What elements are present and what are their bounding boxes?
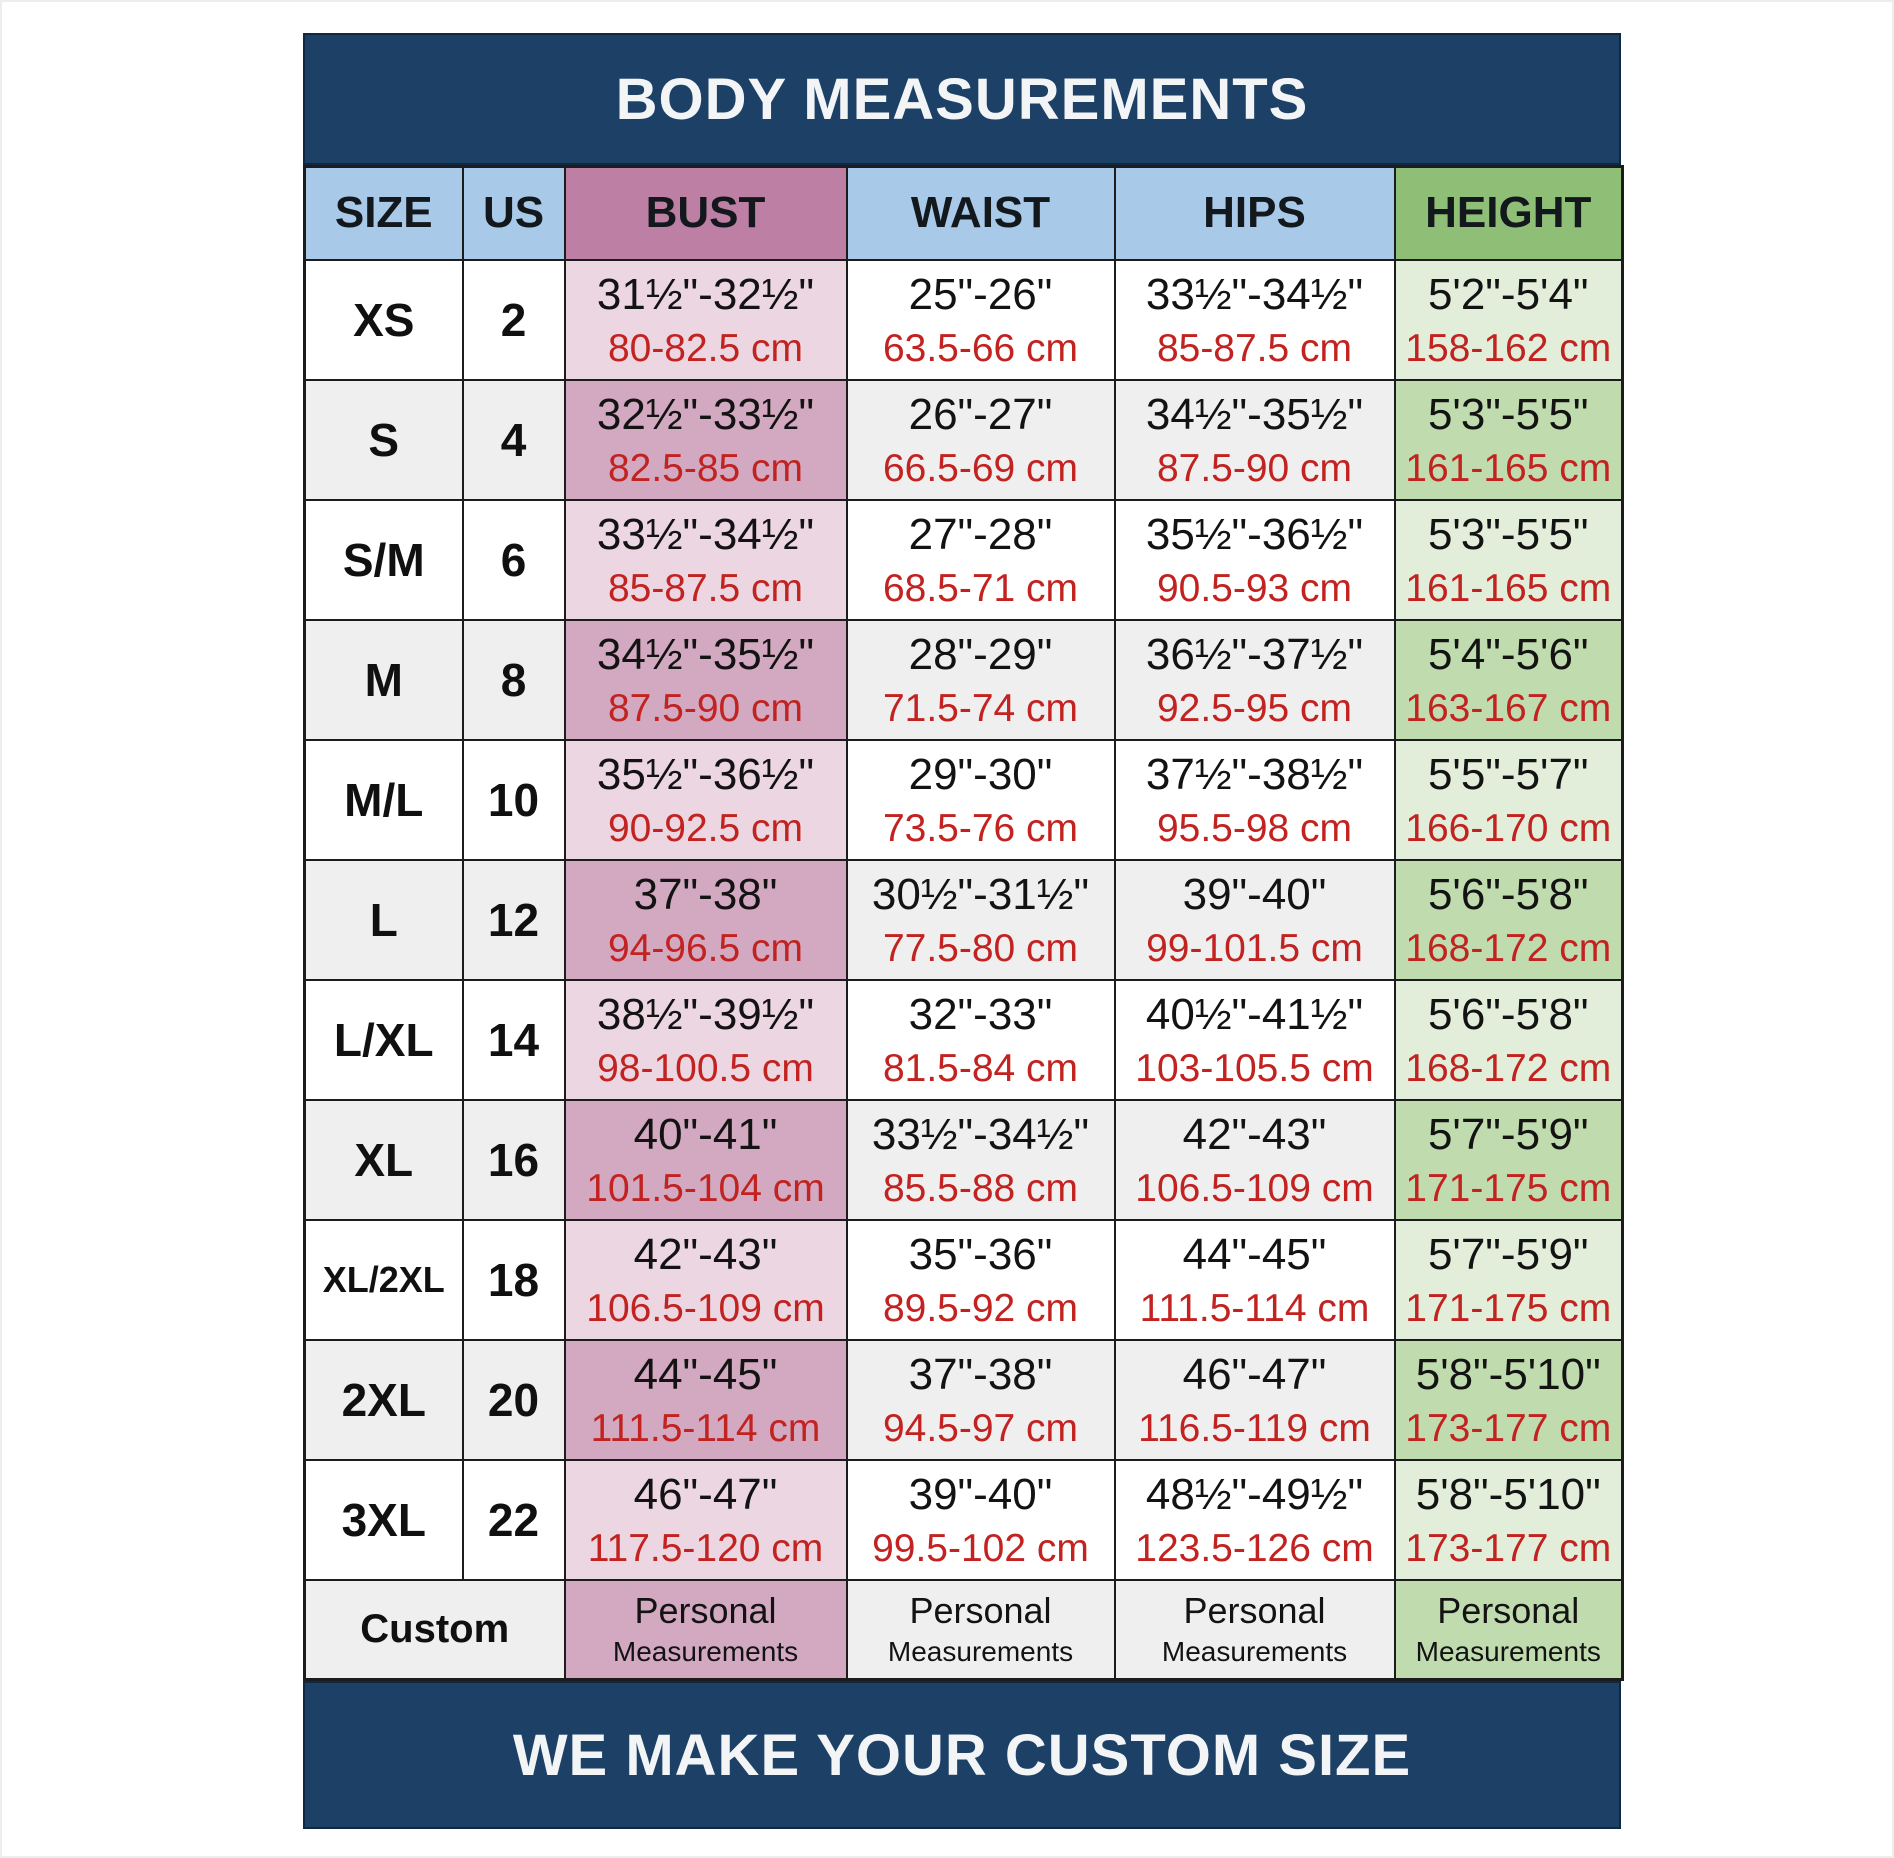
bust-inches: 33½"-34½" xyxy=(596,509,815,559)
table-row xyxy=(305,1460,1623,1580)
us-label: 6 xyxy=(500,533,527,586)
hips-cm: 103-105.5 cm xyxy=(1135,1046,1374,1090)
bust-inches: 34½"-35½" xyxy=(596,629,815,679)
personal-line: Personal xyxy=(1183,1590,1326,1632)
size-label: M/L xyxy=(344,773,424,826)
height-cell xyxy=(1395,1220,1623,1340)
waist-inches: 35"-36" xyxy=(908,1229,1053,1279)
custom-label: Custom xyxy=(360,1606,510,1651)
bust-cell xyxy=(565,1340,847,1460)
height-inches: 5'3"-5'5" xyxy=(1427,389,1589,439)
size-cell xyxy=(305,260,463,380)
column-header-waist: WAIST xyxy=(847,167,1115,260)
bust-cm: 82.5-85 cm xyxy=(607,446,804,490)
height-inches: 5'6"-5'8" xyxy=(1427,869,1589,919)
column-header-hips: HIPS xyxy=(1115,167,1395,260)
bust-inches: 38½"-39½" xyxy=(596,989,815,1039)
size-label: 3XL xyxy=(341,1493,426,1546)
bust-cm: 87.5-90 cm xyxy=(607,686,804,730)
size-cell xyxy=(305,500,463,620)
us-label: 4 xyxy=(500,413,527,466)
waist-cm: 85.5-88 cm xyxy=(882,1166,1079,1210)
measurements-line: Measurements xyxy=(887,1636,1074,1668)
hips-cell xyxy=(1115,500,1395,620)
height-cm: 171-175 cm xyxy=(1405,1166,1612,1210)
us-cell xyxy=(463,980,565,1100)
waist-inches: 26"-27" xyxy=(908,389,1053,439)
table-row xyxy=(305,1220,1623,1340)
waist-cell xyxy=(847,620,1115,740)
hips-inches: 36½"-37½" xyxy=(1145,629,1364,679)
height-cell xyxy=(1395,620,1623,740)
hips-cell xyxy=(1115,1340,1395,1460)
waist-cell xyxy=(847,1220,1115,1340)
height-cell xyxy=(1395,260,1623,380)
custom-size-cell xyxy=(305,1580,565,1680)
hips-cell xyxy=(1115,740,1395,860)
bust-cell xyxy=(565,1460,847,1580)
height-inches: 5'2"-5'4" xyxy=(1427,269,1589,319)
us-label: 22 xyxy=(487,1493,540,1546)
bust-cm: 85-87.5 cm xyxy=(607,566,804,610)
bust-inches: 44"-45" xyxy=(633,1349,778,1399)
column-header-height: HEIGHT xyxy=(1395,167,1623,260)
waist-inches: 39"-40" xyxy=(908,1469,1053,1519)
waist-inches: 32"-33" xyxy=(908,989,1053,1039)
hips-cm: 106.5-109 cm xyxy=(1135,1166,1374,1210)
size-cell xyxy=(305,1460,463,1580)
height-inches: 5'4"-5'6" xyxy=(1427,629,1589,679)
table-row xyxy=(305,380,1623,500)
custom-height-cell xyxy=(1395,1580,1623,1680)
waist-inches: 30½"-31½" xyxy=(871,869,1090,919)
bust-inches: 42"-43" xyxy=(633,1229,778,1279)
bust-cm: 106.5-109 cm xyxy=(586,1286,825,1330)
waist-inches: 33½"-34½" xyxy=(871,1109,1090,1159)
bust-cm: 90-92.5 cm xyxy=(607,806,804,850)
height-inches: 5'7"-5'9" xyxy=(1427,1229,1589,1279)
height-cm: 173-177 cm xyxy=(1405,1406,1612,1450)
hips-cm: 90.5-93 cm xyxy=(1156,566,1353,610)
size-label: S xyxy=(368,413,400,466)
waist-cm: 81.5-84 cm xyxy=(882,1046,1079,1090)
hips-cm: 116.5-119 cm xyxy=(1138,1406,1371,1450)
waist-cell xyxy=(847,380,1115,500)
waist-cell xyxy=(847,860,1115,980)
height-cell xyxy=(1395,980,1623,1100)
hips-inches: 40½"-41½" xyxy=(1145,989,1364,1039)
waist-cell xyxy=(847,500,1115,620)
us-label: 16 xyxy=(487,1133,540,1186)
height-cm: 168-172 cm xyxy=(1405,926,1612,970)
waist-cm: 77.5-80 cm xyxy=(882,926,1079,970)
hips-inches: 39"-40" xyxy=(1182,869,1327,919)
size-label: M xyxy=(364,653,403,706)
height-cell xyxy=(1395,740,1623,860)
custom-waist-cell xyxy=(847,1580,1115,1680)
waist-inches: 27"-28" xyxy=(908,509,1053,559)
us-cell xyxy=(463,860,565,980)
waist-inches: 37"-38" xyxy=(908,1349,1053,1399)
personal-line: Personal xyxy=(634,1590,777,1632)
height-cell xyxy=(1395,500,1623,620)
hips-cm: 87.5-90 cm xyxy=(1156,446,1353,490)
table-row xyxy=(305,1100,1623,1220)
height-cell xyxy=(1395,1100,1623,1220)
hips-cell xyxy=(1115,1100,1395,1220)
waist-cell xyxy=(847,260,1115,380)
hips-cm: 123.5-126 cm xyxy=(1135,1526,1374,1570)
height-inches: 5'3"-5'5" xyxy=(1427,509,1589,559)
measurement-table xyxy=(303,165,1624,1681)
height-cm: 161-165 cm xyxy=(1405,446,1612,490)
bust-cell xyxy=(565,1220,847,1340)
height-cm: 166-170 cm xyxy=(1405,806,1612,850)
hips-cm: 92.5-95 cm xyxy=(1156,686,1353,730)
height-inches: 5'5"-5'7" xyxy=(1427,749,1589,799)
bust-inches: 40"-41" xyxy=(633,1109,778,1159)
hips-cell xyxy=(1115,380,1395,500)
waist-cm: 99.5-102 cm xyxy=(872,1526,1089,1570)
size-cell xyxy=(305,740,463,860)
personal-line: Personal xyxy=(909,1590,1052,1632)
bust-cell xyxy=(565,260,847,380)
us-cell xyxy=(463,260,565,380)
footer-text: WE MAKE YOUR CUSTOM SIZE xyxy=(512,1722,1412,1788)
custom-bust-cell xyxy=(565,1580,847,1680)
hips-inches: 33½"-34½" xyxy=(1145,269,1364,319)
table-row xyxy=(305,260,1623,380)
size-cell xyxy=(305,620,463,740)
hips-inches: 42"-43" xyxy=(1182,1109,1327,1159)
page-title: BODY MEASUREMENTS xyxy=(615,66,1309,132)
size-table-body xyxy=(305,167,1623,1680)
waist-cell xyxy=(847,740,1115,860)
hips-cm: 111.5-114 cm xyxy=(1139,1286,1370,1330)
waist-cell xyxy=(847,1100,1115,1220)
height-inches: 5'8"-5'10" xyxy=(1415,1469,1601,1519)
us-cell xyxy=(463,500,565,620)
bust-cell xyxy=(565,380,847,500)
custom-row xyxy=(305,1580,1623,1680)
height-cm: 173-177 cm xyxy=(1405,1526,1612,1570)
hips-cm: 95.5-98 cm xyxy=(1156,806,1353,850)
personal-line: Personal xyxy=(1437,1590,1580,1632)
us-label: 14 xyxy=(487,1013,540,1066)
size-cell xyxy=(305,860,463,980)
size-cell xyxy=(305,1220,463,1340)
us-label: 18 xyxy=(487,1253,540,1306)
height-cm: 163-167 cm xyxy=(1405,686,1612,730)
bust-cm: 98-100.5 cm xyxy=(597,1046,814,1090)
bust-cell xyxy=(565,740,847,860)
table-row xyxy=(305,620,1623,740)
waist-cm: 89.5-92 cm xyxy=(882,1286,1079,1330)
measurements-line: Measurements xyxy=(612,1636,799,1668)
column-header-us: US xyxy=(463,167,565,260)
hips-cm: 99-101.5 cm xyxy=(1146,926,1363,970)
us-label: 20 xyxy=(487,1373,540,1426)
us-label: 2 xyxy=(500,293,527,346)
measurements-line: Measurements xyxy=(1415,1636,1601,1668)
size-cell xyxy=(305,980,463,1100)
hips-inches: 37½"-38½" xyxy=(1145,749,1364,799)
bust-inches: 46"-47" xyxy=(633,1469,778,1519)
waist-cm: 94.5-97 cm xyxy=(882,1406,1079,1450)
waist-cm: 73.5-76 cm xyxy=(882,806,1079,850)
hips-cell xyxy=(1115,860,1395,980)
size-cell xyxy=(305,1100,463,1220)
height-inches: 5'7"-5'9" xyxy=(1427,1109,1589,1159)
waist-inches: 28"-29" xyxy=(908,629,1053,679)
bust-cell xyxy=(565,860,847,980)
us-label: 10 xyxy=(487,773,540,826)
table-row xyxy=(305,980,1623,1100)
us-label: 12 xyxy=(487,893,540,946)
bust-cm: 117.5-120 cm xyxy=(587,1526,824,1570)
bust-cell xyxy=(565,1100,847,1220)
us-cell xyxy=(463,740,565,860)
bust-inches: 35½"-36½" xyxy=(596,749,815,799)
hips-inches: 44"-45" xyxy=(1182,1229,1327,1279)
bust-cm: 80-82.5 cm xyxy=(607,326,804,370)
table-header-row xyxy=(305,167,1623,260)
waist-inches: 25"-26" xyxy=(908,269,1053,319)
hips-inches: 34½"-35½" xyxy=(1145,389,1364,439)
us-label: 8 xyxy=(500,653,527,706)
footer-banner xyxy=(303,1681,1621,1829)
size-label: XS xyxy=(353,293,415,346)
us-cell xyxy=(463,1220,565,1340)
bust-cm: 94-96.5 cm xyxy=(607,926,804,970)
waist-cell xyxy=(847,1340,1115,1460)
column-header-size: SIZE xyxy=(305,167,463,260)
bust-cell xyxy=(565,500,847,620)
us-cell xyxy=(463,620,565,740)
measurements-line: Measurements xyxy=(1161,1636,1348,1668)
bust-cell xyxy=(565,620,847,740)
bust-cm: 101.5-104 cm xyxy=(586,1166,825,1210)
bust-inches: 31½"-32½" xyxy=(596,269,815,319)
waist-inches: 29"-30" xyxy=(908,749,1053,799)
custom-hips-cell xyxy=(1115,1580,1395,1680)
hips-cell xyxy=(1115,1220,1395,1340)
us-cell xyxy=(463,380,565,500)
column-header-bust: BUST xyxy=(565,167,847,260)
hips-inches: 48½"-49½" xyxy=(1145,1469,1364,1519)
us-cell xyxy=(463,1340,565,1460)
height-cell xyxy=(1395,380,1623,500)
size-label: XL/2XL xyxy=(322,1258,445,1300)
waist-cm: 68.5-71 cm xyxy=(882,566,1079,610)
title-banner xyxy=(303,33,1621,165)
height-inches: 5'6"-5'8" xyxy=(1427,989,1589,1039)
waist-cm: 66.5-69 cm xyxy=(882,446,1079,490)
hips-cell xyxy=(1115,260,1395,380)
bust-inches: 37"-38" xyxy=(633,869,778,919)
hips-inches: 35½"-36½" xyxy=(1145,509,1364,559)
size-label: S/M xyxy=(342,533,425,586)
us-cell xyxy=(463,1460,565,1580)
hips-cell xyxy=(1115,1460,1395,1580)
hips-cm: 85-87.5 cm xyxy=(1156,326,1353,370)
size-label: L/XL xyxy=(333,1013,434,1066)
table-row xyxy=(305,1340,1623,1460)
waist-cell xyxy=(847,980,1115,1100)
hips-cell xyxy=(1115,980,1395,1100)
waist-cm: 71.5-74 cm xyxy=(882,686,1079,730)
height-cm: 171-175 cm xyxy=(1405,1286,1612,1330)
size-cell xyxy=(305,1340,463,1460)
height-cell xyxy=(1395,860,1623,980)
height-cell xyxy=(1395,1340,1623,1460)
bust-cm: 111.5-114 cm xyxy=(590,1406,821,1450)
height-cm: 161-165 cm xyxy=(1405,566,1612,610)
table-row xyxy=(305,500,1623,620)
bust-inches: 32½"-33½" xyxy=(596,389,815,439)
height-cell xyxy=(1395,1460,1623,1580)
us-cell xyxy=(463,1100,565,1220)
waist-cm: 63.5-66 cm xyxy=(882,326,1079,370)
waist-cell xyxy=(847,1460,1115,1580)
table-row xyxy=(305,740,1623,860)
size-label: L xyxy=(369,893,398,946)
size-chart xyxy=(303,33,1621,1829)
size-label: 2XL xyxy=(341,1373,426,1426)
size-label: XL xyxy=(354,1133,414,1186)
hips-inches: 46"-47" xyxy=(1182,1349,1327,1399)
height-cm: 158-162 cm xyxy=(1405,326,1612,370)
table-row xyxy=(305,860,1623,980)
size-cell xyxy=(305,380,463,500)
bust-cell xyxy=(565,980,847,1100)
height-inches: 5'8"-5'10" xyxy=(1415,1349,1601,1399)
hips-cell xyxy=(1115,620,1395,740)
height-cm: 168-172 cm xyxy=(1405,1046,1612,1090)
